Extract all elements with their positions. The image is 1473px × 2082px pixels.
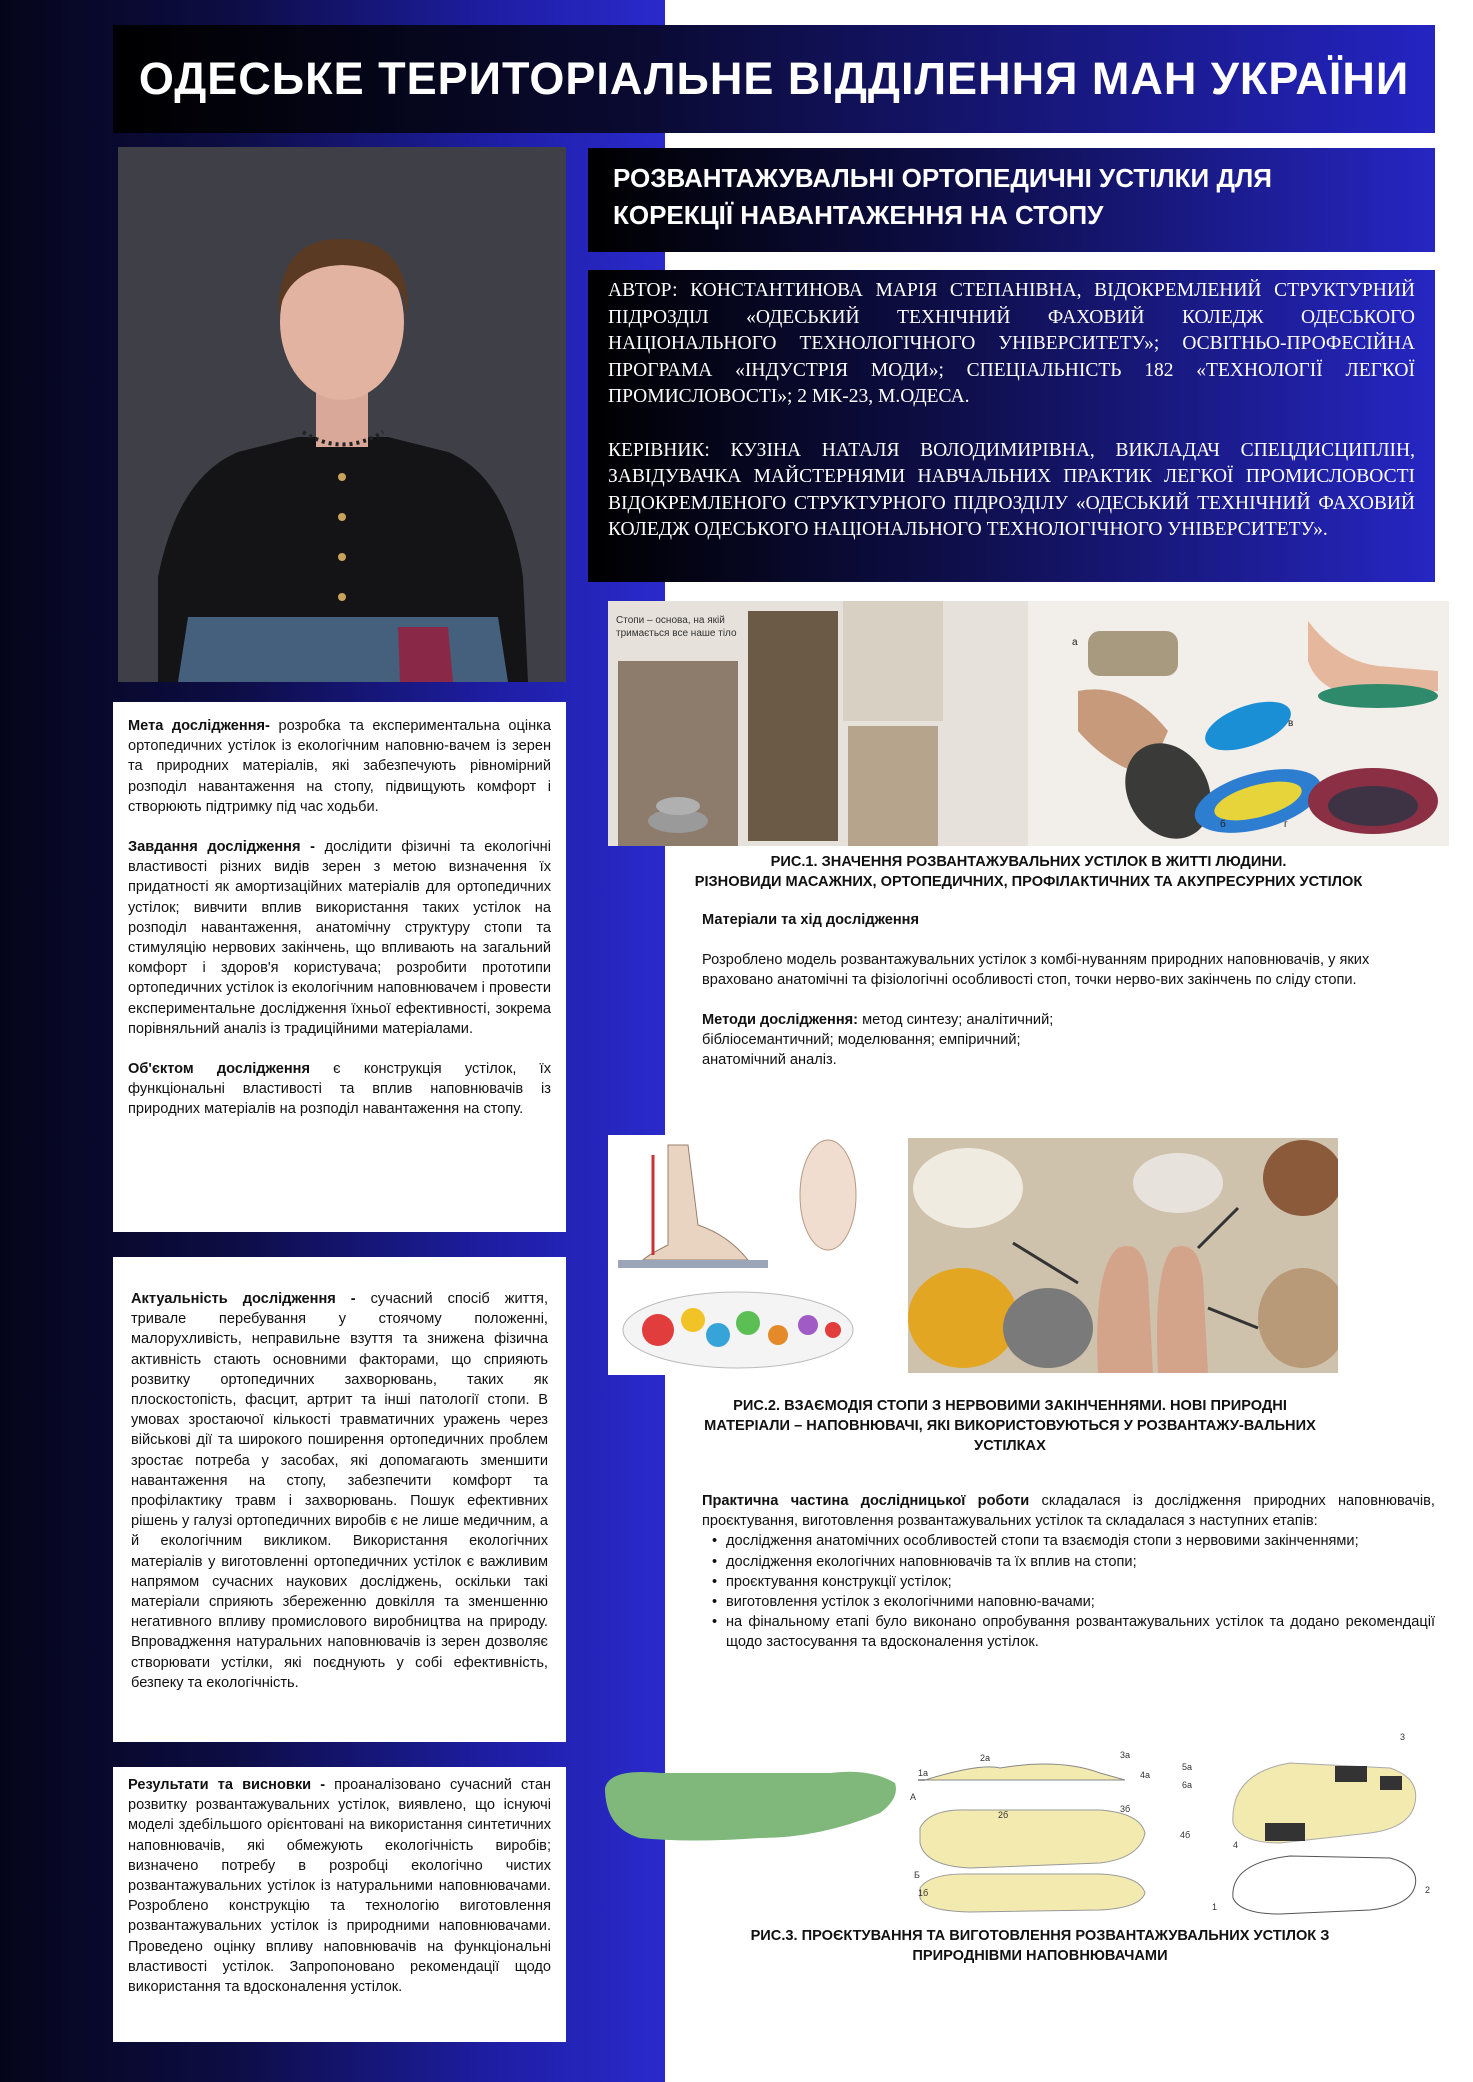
fig1-overlay-text-2: тримається все наше тіло [616,628,737,639]
materials-text: Розроблено модель розвантажувальних устілок з комбі-нуванням природних наповнювачів, у яких враховано анатомічні та фізіологічні особливості стоп, точки нерво-вих закінчень по сліду стопи. [702,952,1370,988]
poster-title [588,148,1435,252]
results-section [113,1767,566,2042]
fig3-label: А [910,1792,917,1802]
fig3-label: 6а [1182,1780,1193,1790]
insole-design-illustration [600,1728,1440,1918]
goal-paragraph: Мета дослідження- розробка та експериментальна оцінка ортопедичних устілок із екологічним наповню-вачем із зерен та природних матеріалів, які забезпечують рівномірний розподіл навантаження на стопу, підвищують комфорт і створюють підтримку під час ходьби. [128,718,551,815]
relevance-paragraph: Актуальність дослідження - сучасний спосіб життя, тривале перебування у стоячому положенні, малорухливість, неправильне взуття та знижена фізична активність стають основними факторами, що сприяють розвитку ортопедичних захворювань, таких як плоскостопість, фасцит, артрит та інші патології стопи. В умовах зростаючої кількості травматичних уражень через військові дії та широкого поширення ортопедичних проблем зростає потреба у засобах, які допомагають зменшити навантаження на стопу, забезпечити комфорт та профілактику травм і захворювань. Пошук ефективних рішень у галузі ортопедичних виробів є не лише медичним, а й екологічним викликом. Використання екологічних матеріалів у виготовленні ортопедичних устілок є важливим напрямом сучасних наукових досліджень, оскільки такі матеріали сприяють збереженню довкілля та зменшенню негативного впливу промислового виробництва на природу. Впровадження натуральних наповнювачів із зерен дозволяє створювати устілки, які поєднують у собі ефективність, безпеку та екологічність. [131,1291,548,1691]
fig3-label: 1б [918,1888,929,1898]
author-photo [118,147,566,682]
fig3-label: 5а [1182,1762,1193,1772]
fig1-label-a: а [1072,637,1078,648]
fig3-label: 1 [1212,1902,1218,1912]
author-text: АВТОР: КОНСТАНТИНОВА МАРІЯ СТЕПАНІВНА, ВІДОКРЕМЛЕНИЙ СТРУКТУРНИЙ ПІДРОЗДІЛ «ОДЕСЬКИЙ ТЕХНІЧНИЙ ФАХОВИЙ КОЛЕДЖ ОДЕСЬКОГО НАЦІОНАЛЬНОГО ТЕХНОЛОГІЧНОГО УНІВЕРСИТЕТУ»; ОСВІТНЬО-ПРОФЕСІЙНА ПРОГРАМА «ІНДУСТРІЯ МОДИ»; СПЕЦІАЛЬНІСТЬ 182 «ТЕХНОЛОГІЇ ЛЕГКОЇ ПРОМИСЛОВОСТІ»; 2 МК-23, М.ОДЕСА. [608,280,1415,407]
fig3-label: 2а [980,1753,991,1763]
figure-3-caption: РИС.3. ПРОЄКТУВАННЯ ТА ВИГОТОВЛЕННЯ РОЗВАНТАЖУВАЛЬНИХ УСТІЛОК З ПРИРОДНІВМИ НАПОВНЮВАЧАМИ [750,1928,1330,1964]
results-paragraph: Результати та висновки - проаналізовано сучасний стан розвитку розвантажувальних устілок, виявлено, що існуючі моделі здебільшого орієнтовані на використання синтетичних наповнювачів, які обмежують екологічність виробів; визначено потребу в розробці екологічно чистих розвантажувальних устілок із натуральними наповнювачами. Розроблено конструкцію та технологію виготовлення розвантажувальних устілок із природними наповнювачами. Проведено оцінку впливу наповнювачів на функціональні властивості устілок. Запропоновано рекомендації щодо використання та вдосконалення устілок. [128,1777,551,1996]
foot-anatomy-illustration [608,1135,876,1375]
fig1-label-v: в [1288,718,1294,729]
methods-line-2: бібліосемантичний; моделювання; емпіричний; [702,1032,1021,1048]
practice-section [702,1491,1435,1653]
figure-2-foot-diagram [608,1135,876,1375]
figure-3-insole-design [600,1728,1440,1918]
methods-line-3: анатомічний аналіз. [702,1052,837,1068]
fig1-label-g: г [1284,819,1288,830]
materials-title: Матеріали та хід дослідження [702,912,920,928]
fig3-label: 3а [1120,1750,1131,1760]
fig3-label: 4а [1140,1770,1151,1780]
list-item: • дослідження анатомічних особливостей стопи та взаємодія стопи з нервовими закінченнями; [702,1531,1435,1551]
tasks-paragraph: Завдання дослідження - дослідити фізичні та екологічні властивості різних видів зерен з метою визначення їх придатності як амортизаційних матеріалів для ортопедичних устілок; вивчити вплив використання таких устілок на розподіл навантаження, анатомічну структуру стопи та стимуляцію нервових закінчень, що впливають на загальний комфорт і здоров'я користувача; розробити прототипи ортопедичних устілок із екологічним наповнювачем і провести експериментальне дослідження їхньої ефективності, зокрема порівняльний аналіз із традиційними матеріалами. [128,839,551,1037]
goal-section [113,702,566,1232]
poster-title-line-1: РОЗВАНТАЖУВАЛЬНІ ОРТОПЕДИЧНІ УСТІЛКИ ДЛЯ [613,163,1272,193]
list-item: • дослідження екологічних наповнювачів та їх вплив на стопи; [702,1552,1435,1572]
fig1-overlay-text-1: Стопи – основа, на якій [616,615,725,626]
page-header [113,25,1435,133]
figure-2-caption: РИС.2. ВЗАЄМОДІЯ СТОПИ З НЕРВОВИМИ ЗАКІНЧЕННЯМИ. НОВІ ПРИРОДНІ МАТЕРІАЛИ – НАПОВНЮВАЧІ, ЯКІ ВИКОРИСТОВУЮТЬСЯ У РОЗВАНТАЖУ-ВАЛЬНИХ УСТІЛКАХ [704,1398,1316,1454]
fig3-label: Б [914,1870,920,1880]
figure-1-collage [608,601,1449,846]
fig3-label: 1а [918,1768,929,1778]
figure-2-natural-fillers [908,1138,1338,1373]
fig3-label: 2б [998,1810,1009,1820]
materials-section [702,910,1430,1070]
figure-1-illustration [608,601,1449,846]
practice-steps [702,1531,1435,1652]
poster-title-line-2: КОРЕКЦІЇ НАВАНТАЖЕННЯ НА СТОПУ [613,200,1104,230]
fig3-label: 3б [1120,1804,1131,1814]
author-info [588,270,1435,582]
fig1-label-b: б [1220,819,1226,830]
list-item: • проєктування конструкції устілок; [702,1572,1435,1592]
natural-fillers-illustration [908,1138,1338,1373]
relevance-section [113,1257,566,1742]
supervisor-text: КЕРІВНИК: КУЗІНА НАТАЛЯ ВОЛОДИМИРІВНА, ВИКЛАДАЧ СПЕЦДИСЦИПЛІН, ЗАВІДУВАЧКА МАЙСТЕРНЯМИ НАВЧАЛЬНИХ ПРАКТИК ЛЕГКОЇ ПРОМИСЛОВОСТІ ВІДОКРЕМЛЕНОГО СТРУКТУРНОГО ПІДРОЗДІЛУ «ОДЕСЬКИЙ ТЕХНІЧНИЙ ФАХОВИЙ КОЛЕДЖ ОДЕСЬКОГО НАЦІОНАЛЬНОГО ТЕХНОЛОГІЧНОГО УНІВЕРСИТЕТУ». [608,439,1415,540]
fig3-label: 4 [1233,1840,1239,1850]
fig3-label: 2 [1425,1885,1431,1895]
list-item: • виготовлення устілок з екологічними наповню-вачами; [702,1592,1435,1612]
fig3-label: 4б [1180,1830,1191,1840]
page-title: ОДЕСЬКЕ ТЕРИТОРІАЛЬНЕ ВІДДІЛЕННЯ МАН УКРАЇНИ [138,53,1410,104]
methods-line-1: Методи дослідження: метод синтезу; аналітичний; [702,1012,1054,1028]
fig3-label: 3 [1400,1732,1406,1742]
figure-1-caption: РИС.1. ЗНАЧЕННЯ РОЗВАНТАЖУВАЛЬНИХ УСТІЛОК В ЖИТТІ ЛЮДИНИ. РІЗНОВИДИ МАСАЖНИХ, ОРТОПЕДИЧНИХ, ПРОФІЛАКТИЧНИХ ТА АКУПРЕСУРНИХ УСТІЛОК [694,854,1363,890]
portrait-illustration [118,147,566,682]
list-item: • на фінальному етапі було виконано опробування розвантажувальних устілок та додано рекомендації щодо застосування та вдосконалення устілок. [702,1612,1435,1652]
object-paragraph: Об'єктом дослідження є конструкція устілок, їх функціональні властивості та вплив наповнювачів із природних матеріалів на розподіл навантаження на стопу. [128,1061,551,1118]
practice-intro: Практична частина дослідницької роботи складалася із дослідження природних наповнювачів, проєктування, виготовлення розвантажувальних устілок та складалася з наступних етапів: [702,1493,1435,1530]
